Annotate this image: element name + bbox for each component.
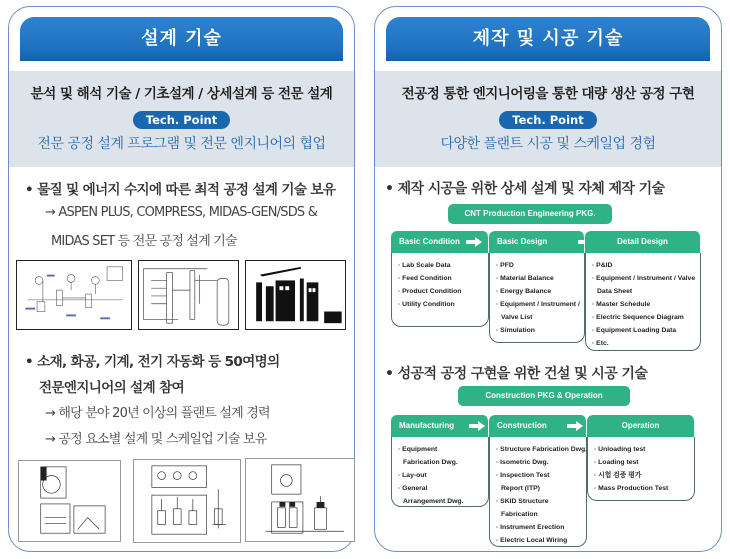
sub-line: MIDAS SET 등 전문 공정 설계 기술	[51, 234, 237, 249]
bullet-text-continued: 전문엔지니어의 설계 참여	[39, 380, 185, 396]
step-manufacturing: Manufacturing	[391, 415, 489, 437]
list-item: · Electric Sequence Diagram	[592, 314, 684, 321]
diagram-title: CNT Production Engineering PKG.	[448, 204, 612, 224]
step-basic-condition: Basic Condition	[391, 231, 489, 253]
arrow-right-icon	[567, 421, 583, 431]
list-item: · Product Condition	[398, 288, 462, 295]
panel-title: 설계 기술	[20, 17, 343, 61]
list-item: · Material Balance	[496, 275, 554, 282]
list-item: · Lab Scale Data	[398, 262, 451, 269]
list-item: Report (ITP)	[501, 485, 540, 492]
list-item: · Mass Production Test	[594, 485, 669, 492]
list-item: · Structure Fabrication Dwg.	[496, 446, 588, 453]
basic-condition-list	[391, 253, 489, 327]
construction-list	[489, 437, 587, 547]
arrow-right-icon	[466, 237, 482, 247]
plant-elevation-drawing-image	[245, 260, 346, 330]
list-item: · Equipment / Instrument /	[496, 301, 580, 308]
operation-list	[587, 437, 695, 501]
manufacturing-list	[391, 437, 489, 507]
bullet-text: • 물질 및 에너지 수지에 따른 최적 공정 설계 기술 보유	[25, 182, 336, 198]
sub-line: → 공정 요소별 설계 및 스케일업 기술 보유	[45, 432, 267, 447]
tech-point-badge: Tech. Point	[499, 111, 596, 129]
diagram-title: Construction PKG & Operation	[458, 386, 630, 406]
step-operation: Operation	[587, 415, 695, 437]
list-item: · Utility Condition	[398, 301, 455, 308]
list-item: · Equipment	[398, 446, 438, 453]
column-pid-drawing-image	[138, 260, 239, 330]
list-item: · Energy Balance	[496, 288, 552, 295]
list-item: · Simulation	[496, 327, 535, 334]
list-item: · PFD	[496, 262, 514, 269]
tech-point-badge: Tech. Point	[133, 111, 230, 129]
list-item: · P&ID	[592, 262, 613, 269]
arrow-right-icon	[469, 421, 485, 431]
panel-title: 제작 및 시공 기술	[386, 17, 710, 61]
tech-point-description: 다양한 플랜트 시공 및 스케일업 경험	[440, 136, 656, 152]
panel-summary	[375, 71, 721, 167]
step-construction: Construction	[489, 415, 587, 437]
equipment-ga-drawing-2-image	[133, 459, 241, 543]
list-item: · General	[398, 485, 428, 492]
list-item: Valve List	[501, 314, 533, 321]
step-detail-design: Detail Design	[585, 231, 701, 253]
list-item: Arrangement Dwg.	[403, 498, 464, 505]
basic-design-list	[489, 253, 585, 343]
list-item: · Isometric Dwg.	[496, 459, 549, 466]
list-item: · Electric Local Wiring	[496, 537, 568, 544]
list-item: · Loading test	[594, 459, 639, 466]
design-tech-panel	[8, 6, 355, 552]
summary-title: 분석 및 해석 기술 / 기초설계 / 상세설계 등 전문 설계	[30, 86, 333, 102]
panel-summary	[9, 71, 354, 167]
list-item: · Instrument Erection	[496, 524, 565, 531]
list-item: · Equipment / Instrument / Valve	[592, 275, 696, 282]
bullet-text: • 소재, 화공, 기계, 전기 자동화 등 50여명의	[25, 354, 280, 370]
list-item: · Master Schedule	[592, 301, 651, 308]
sub-line: → ASPEN PLUS, COMPRESS, MIDAS-GEN/SDS &	[45, 205, 318, 220]
list-item: · Etc.	[592, 340, 609, 347]
fabrication-tech-panel	[374, 6, 722, 552]
step-basic-design: Basic Design	[489, 231, 585, 253]
sub-line: → 해당 분야 20년 이상의 플랜트 설계 경력	[45, 406, 270, 421]
list-item: · Equipment Loading Data	[592, 327, 677, 334]
detail-design-list	[585, 253, 701, 351]
bullet-text: • 성공적 공정 구현을 위한 건설 및 시공 기술	[385, 366, 648, 382]
list-item: · SKID Structure	[496, 498, 549, 505]
list-item: · 시험 검증 평가	[594, 472, 642, 479]
list-item: · Unloading test	[594, 446, 646, 453]
list-item: Fabrication	[501, 511, 538, 518]
list-item: · Inspection Test	[496, 472, 550, 479]
list-item: Fabrication Dwg.	[403, 459, 458, 466]
process-flow-diagram-image	[16, 260, 132, 330]
list-item: · Feed Condition	[398, 275, 452, 282]
list-item: Data Sheet	[597, 288, 633, 295]
equipment-ga-drawing-1-image	[18, 460, 121, 542]
bullet-text: • 제작 시공을 위한 상세 설계 및 자체 제작 기술	[385, 181, 665, 197]
equipment-ga-drawing-3-image	[245, 458, 355, 542]
tech-point-description: 전문 공정 설계 프로그램 및 전문 엔지니어의 협업	[37, 136, 326, 152]
list-item: · Lay-out	[398, 472, 427, 479]
summary-title: 전공정 통한 엔지니어링을 통한 대량 생산 공정 구현	[401, 86, 695, 102]
